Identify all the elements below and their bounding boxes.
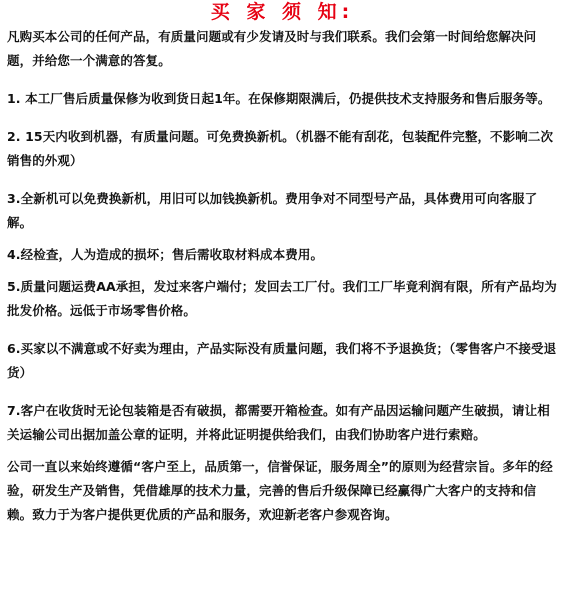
clause-1: 1. 本工厂售后质量保修为收到货日起1年。在保修期限满后，仍提供技术支持服务和售后服务等。 bbox=[7, 91, 551, 106]
clause-5: 5.质量问题运费AA承担，发过来客户端付；发回去工厂付。我们工厂毕竟利润有限，所有产品均为批发价格。远低于市场零售价格。 bbox=[7, 279, 557, 318]
clause-7: 7.客户在收货时无论包装箱是否有破损，都需要开箱检查。如有产品因运输问题产生破损，请让相关运输公司出据加盖公章的证明，并将此证明提供给我们，由我们协助客户进行索赔。 bbox=[7, 403, 550, 442]
clause-3: 3.全新机可以免费换新机，用旧可以加钱换新机。费用争对不同型号产品，具体费用可向客服了解。 bbox=[7, 191, 538, 230]
clause-2: 2. 15天内收到机器，有质量问题。可免费换新机。（机器不能有刮花，包装配件完整，不影响二次销售的外观） bbox=[7, 129, 554, 168]
intro-paragraph: 凡购买本公司的任何产品，有质量问题或有少发请及时与我们联系。我们会第一时间给您解决问题，并给您一个满意的答复。 bbox=[7, 29, 537, 68]
company-statement: 公司一直以来始终遵循“客户至上，品质第一，信誉保证，服务周全”的原则为经营宗旨。多年的经验，研发生产及销售，凭借雄厚的技术力量，完善的售后升级保障已经赢得广大客户的支持和信赖。致力于为客户提供更优质的产品和服务，欢迎新老客户参观咨询。 bbox=[7, 459, 553, 522]
clause-6: 6.买家以不满意或不好卖为理由，产品实际没有质量问题，我们将不予退换货；（零售客户不接受退货） bbox=[7, 341, 557, 380]
notice-title: 买 家 须 知: bbox=[210, 1, 355, 23]
clause-4: 4.经检查，人为造成的损坏；售后需收取材料成本费用。 bbox=[7, 247, 324, 262]
